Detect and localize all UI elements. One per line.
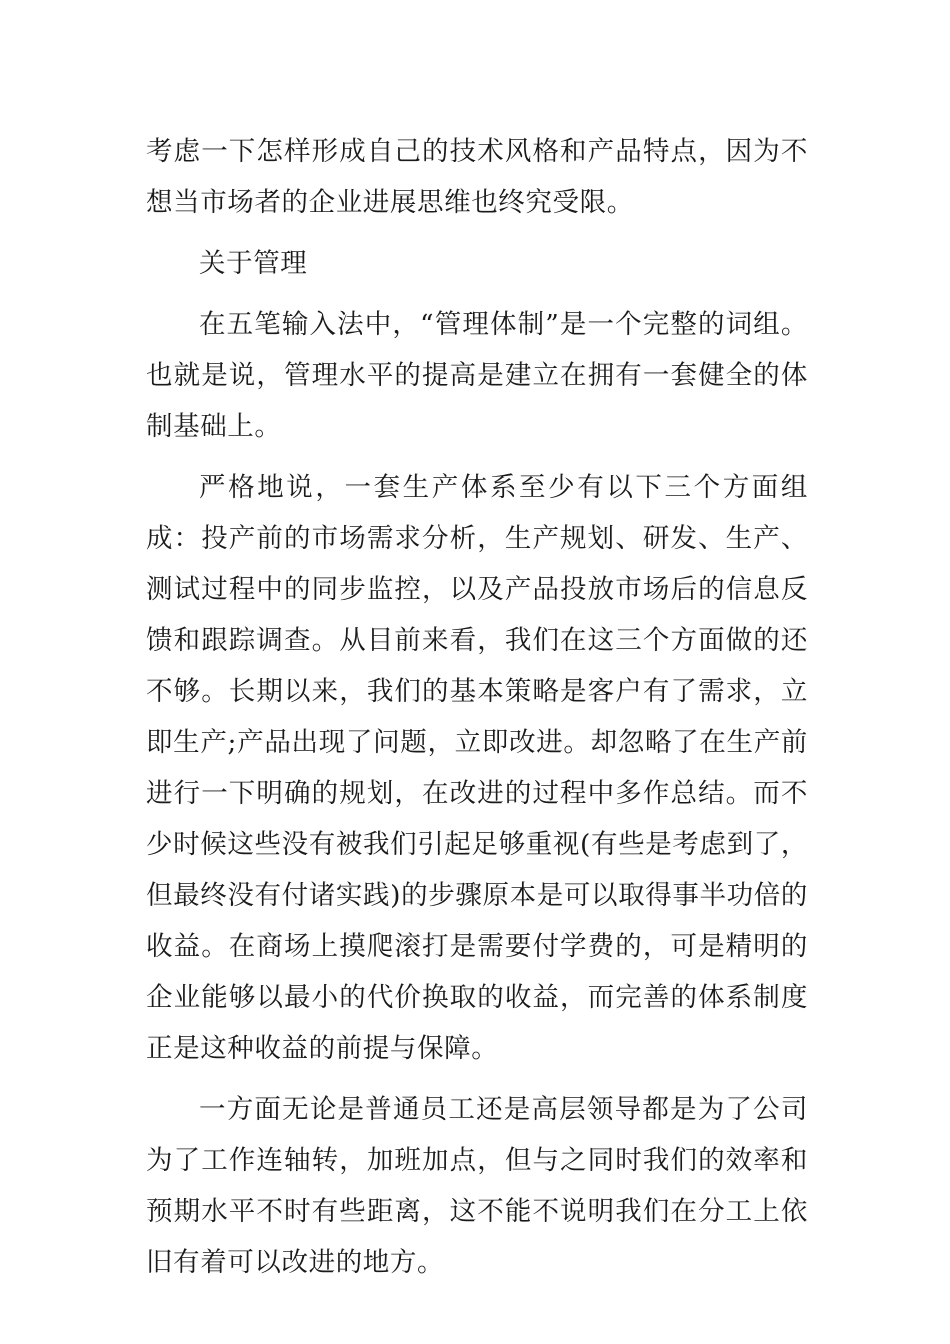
paragraph: 严格地说，一套生产体系至少有以下三个方面组成：投产前的市场需求分析，生产规划、研发、生产、测试过程中的同步监控，以及产品投放市场后的信息反馈和跟踪调查。从目前来看，我们在这三个方面做的还不够。长期以来，我们的基本策略是客户有了需求，立即生产;产品出现了问题，立即改进。却忽略了在生产前进行一下明确的规划，在改进的过程中多作总结。而不少时候这些没有被我们引起足够重视(有些是考虑到了，但最终没有付诸实践)的步骤原本是可以取得事半功倍的收益。在商场上摸爬滚打是需要付学费的，可是精明的企业能够以最小的代价换取的收益，而完善的体系制度正是这种收益的前提与保障。 (146, 472, 808, 1064)
section-heading: 关于管理 (199, 248, 308, 279)
paragraph-continuation: 考虑一下怎样形成自己的技术风格和产品特点，因为不想当市场者的企业进展思维也终究受限。 (146, 136, 808, 218)
paragraph: 在五笔输入法中，“管理体制”是一个完整的词组。也就是说，管理水平的提高是建立在拥有一套健全的体制基础上。 (146, 309, 808, 442)
document-body (146, 126, 808, 1288)
paragraph: 一方面无论是普通员工还是高层领导都是为了公司为了工作连轴转，加班加点，但与之同时我们的效率和预期水平不时有些距离，这不能不说明我们在分工上依旧有着可以改进的地方。 (146, 1094, 808, 1278)
